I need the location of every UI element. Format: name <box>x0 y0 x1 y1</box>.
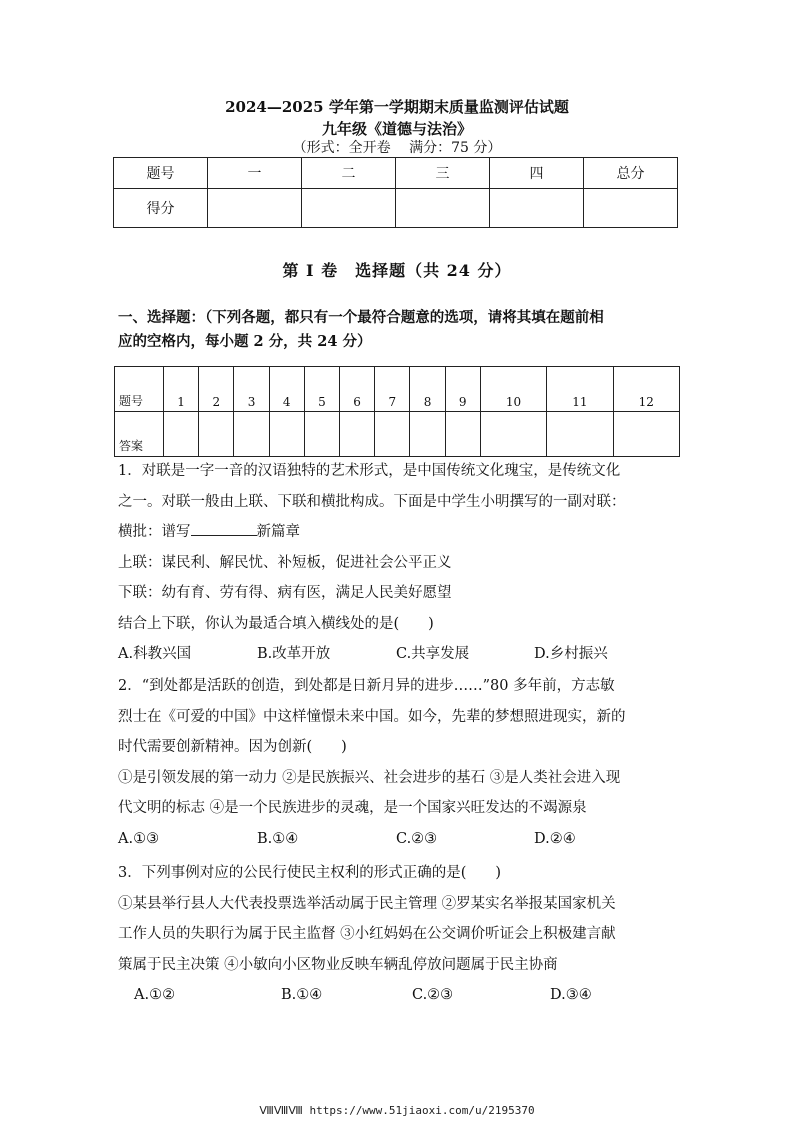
score-cell[interactable] <box>396 189 490 228</box>
section-title: 第 I 卷 选择题（共 24 分） <box>282 261 512 280</box>
answer-cell[interactable] <box>410 412 445 457</box>
exam-subject: 九年级《道德与法治》 <box>321 120 472 138</box>
answer-cell[interactable] <box>164 412 199 457</box>
question-number-cell: 2 <box>199 367 234 412</box>
score-cell[interactable] <box>490 189 584 228</box>
question-text-line: 时代需要创新精神。因为创新( ) <box>118 739 347 755</box>
score-table-header-row <box>114 158 678 189</box>
exam-title: 2024—2025 学年第一学期期末质量监测评估试题 <box>225 98 569 116</box>
score-header-cell: 三 <box>396 158 490 189</box>
question-text-line: 1．对联是一字一音的汉语独特的艺术形式，是中国传统文化瑰宝，是传统文化 <box>118 463 621 479</box>
exam-format: （形式：全开卷 满分：75 分） <box>292 140 502 156</box>
question-number-cell: 7 <box>375 367 410 412</box>
answer-cell[interactable] <box>269 412 304 457</box>
option-c[interactable]: C.共享发展 <box>396 646 470 662</box>
question-number-cell: 5 <box>304 367 339 412</box>
question-text-line: ①是引领发展的第一动力 ②是民族振兴、社会进步的基石 ③是人类社会进入现 <box>118 769 621 786</box>
couplet-banner-label: 横批：谱写 <box>118 524 191 540</box>
score-cell[interactable] <box>208 189 302 228</box>
answer-options <box>118 824 688 855</box>
option-b[interactable]: B.①④ <box>257 830 299 847</box>
question-3 <box>118 858 688 1011</box>
question-text-line: 烈士在《可爱的中国》中这样憧憬未来中国。如今，先辈的梦想照进现实，新的 <box>118 708 626 725</box>
instruction-line: 一、选择题：（下列各题，都只有一个最符合题意的选项，请将其填在题前相 <box>118 309 604 326</box>
answer-cell[interactable] <box>199 412 234 457</box>
answer-row-label: 题号 <box>115 367 164 412</box>
question-text-line: 上联：谋民利、解民忧、补短板，促进社会公平正义 <box>118 554 452 571</box>
answer-cell[interactable] <box>234 412 269 457</box>
question-text-line: 之一。对联一般由上联、下联和横批构成。下面是中学生小明撰写的一副对联： <box>118 493 626 510</box>
option-d[interactable]: D.③④ <box>550 987 592 1003</box>
question-stem: 3．下列事例对应的公民行使民主权利的形式正确的是( ) <box>118 865 502 881</box>
score-header-cell: 四 <box>490 158 584 189</box>
score-cell[interactable] <box>584 189 678 228</box>
answer-table <box>114 366 680 457</box>
question-text-line <box>118 517 688 548</box>
answer-cell[interactable] <box>613 412 679 457</box>
question-number-cell: 9 <box>445 367 480 412</box>
option-a[interactable]: A.科教兴国 <box>118 646 192 662</box>
score-row-label: 得分 <box>114 189 208 228</box>
question-number-cell: 1 <box>164 367 199 412</box>
answer-row-label: 答案 <box>115 412 164 457</box>
question-text-line: 策属于民主决策 ④小敏向小区物业反映车辆乱停放问题属于民主协商 <box>118 956 558 973</box>
score-header-cell: 题号 <box>114 158 208 189</box>
option-a[interactable]: A.①② <box>134 987 176 1003</box>
question-1 <box>118 456 688 670</box>
option-c[interactable]: C.②③ <box>412 987 454 1003</box>
question-text-line: ①某县举行县人大代表投票选举活动属于民主管理 ②罗某实名举报某国家机关 <box>118 895 616 912</box>
answer-cell[interactable] <box>375 412 410 457</box>
score-header-cell: 二 <box>302 158 396 189</box>
option-d[interactable]: D.②④ <box>534 830 576 847</box>
fill-blank[interactable] <box>191 521 257 536</box>
instruction-line: 应的空格内，每小题 2 分，共 24 分） <box>118 333 372 350</box>
answer-cell[interactable] <box>304 412 339 457</box>
option-b[interactable]: B.①④ <box>281 987 323 1003</box>
question-number-cell: 4 <box>269 367 304 412</box>
question-number-cell: 12 <box>613 367 679 412</box>
score-table <box>113 157 678 228</box>
answer-table-number-row <box>115 367 680 412</box>
question-text-line: 工作人员的失职行为属于民主监督 ③小红妈妈在公交调价听证会上积极建言献 <box>118 926 616 942</box>
option-c[interactable]: C.②③ <box>396 830 438 847</box>
answer-options <box>118 980 688 1011</box>
score-header-cell: 总分 <box>584 158 678 189</box>
option-b[interactable]: B.改革开放 <box>257 646 331 662</box>
question-text-line: 下联：幼有育、劳有得、病有医，满足人民美好愿望 <box>118 585 452 601</box>
question-number-cell: 6 <box>340 367 375 412</box>
question-number-cell: 8 <box>410 367 445 412</box>
question-text-line: 2．“到处都是活跃的创造，到处都是日新月异的进步……”80 多年前，方志敏 <box>118 678 615 694</box>
question-number-cell: 3 <box>234 367 269 412</box>
answer-table-answer-row <box>115 412 680 457</box>
answer-cell[interactable] <box>547 412 613 457</box>
answer-cell[interactable] <box>340 412 375 457</box>
option-a[interactable]: A.①③ <box>118 830 160 847</box>
option-d[interactable]: D.乡村振兴 <box>534 646 608 662</box>
question-number-cell: 11 <box>547 367 613 412</box>
couplet-banner-end: 新篇章 <box>256 524 300 540</box>
answer-options <box>118 639 688 670</box>
question-2 <box>118 671 688 854</box>
question-number-cell: 10 <box>480 367 546 412</box>
score-cell[interactable] <box>302 189 396 228</box>
question-text-line: 结合上下联，你认为最适合填入横线处的是( ) <box>118 615 434 632</box>
watermark-link[interactable]: ⅧⅧⅧ https://www.51jiaoxi.com/u/2195370 <box>259 1104 535 1117</box>
answer-cell[interactable] <box>480 412 546 457</box>
question-text-line: 代文明的标志 ④是一个民族进步的灵魂，是一个国家兴旺发达的不竭源泉 <box>118 800 587 816</box>
question-text-line <box>118 858 688 889</box>
section-instruction <box>118 306 688 354</box>
score-table-score-row <box>114 189 678 228</box>
answer-cell[interactable] <box>445 412 480 457</box>
score-header-cell: 一 <box>208 158 302 189</box>
